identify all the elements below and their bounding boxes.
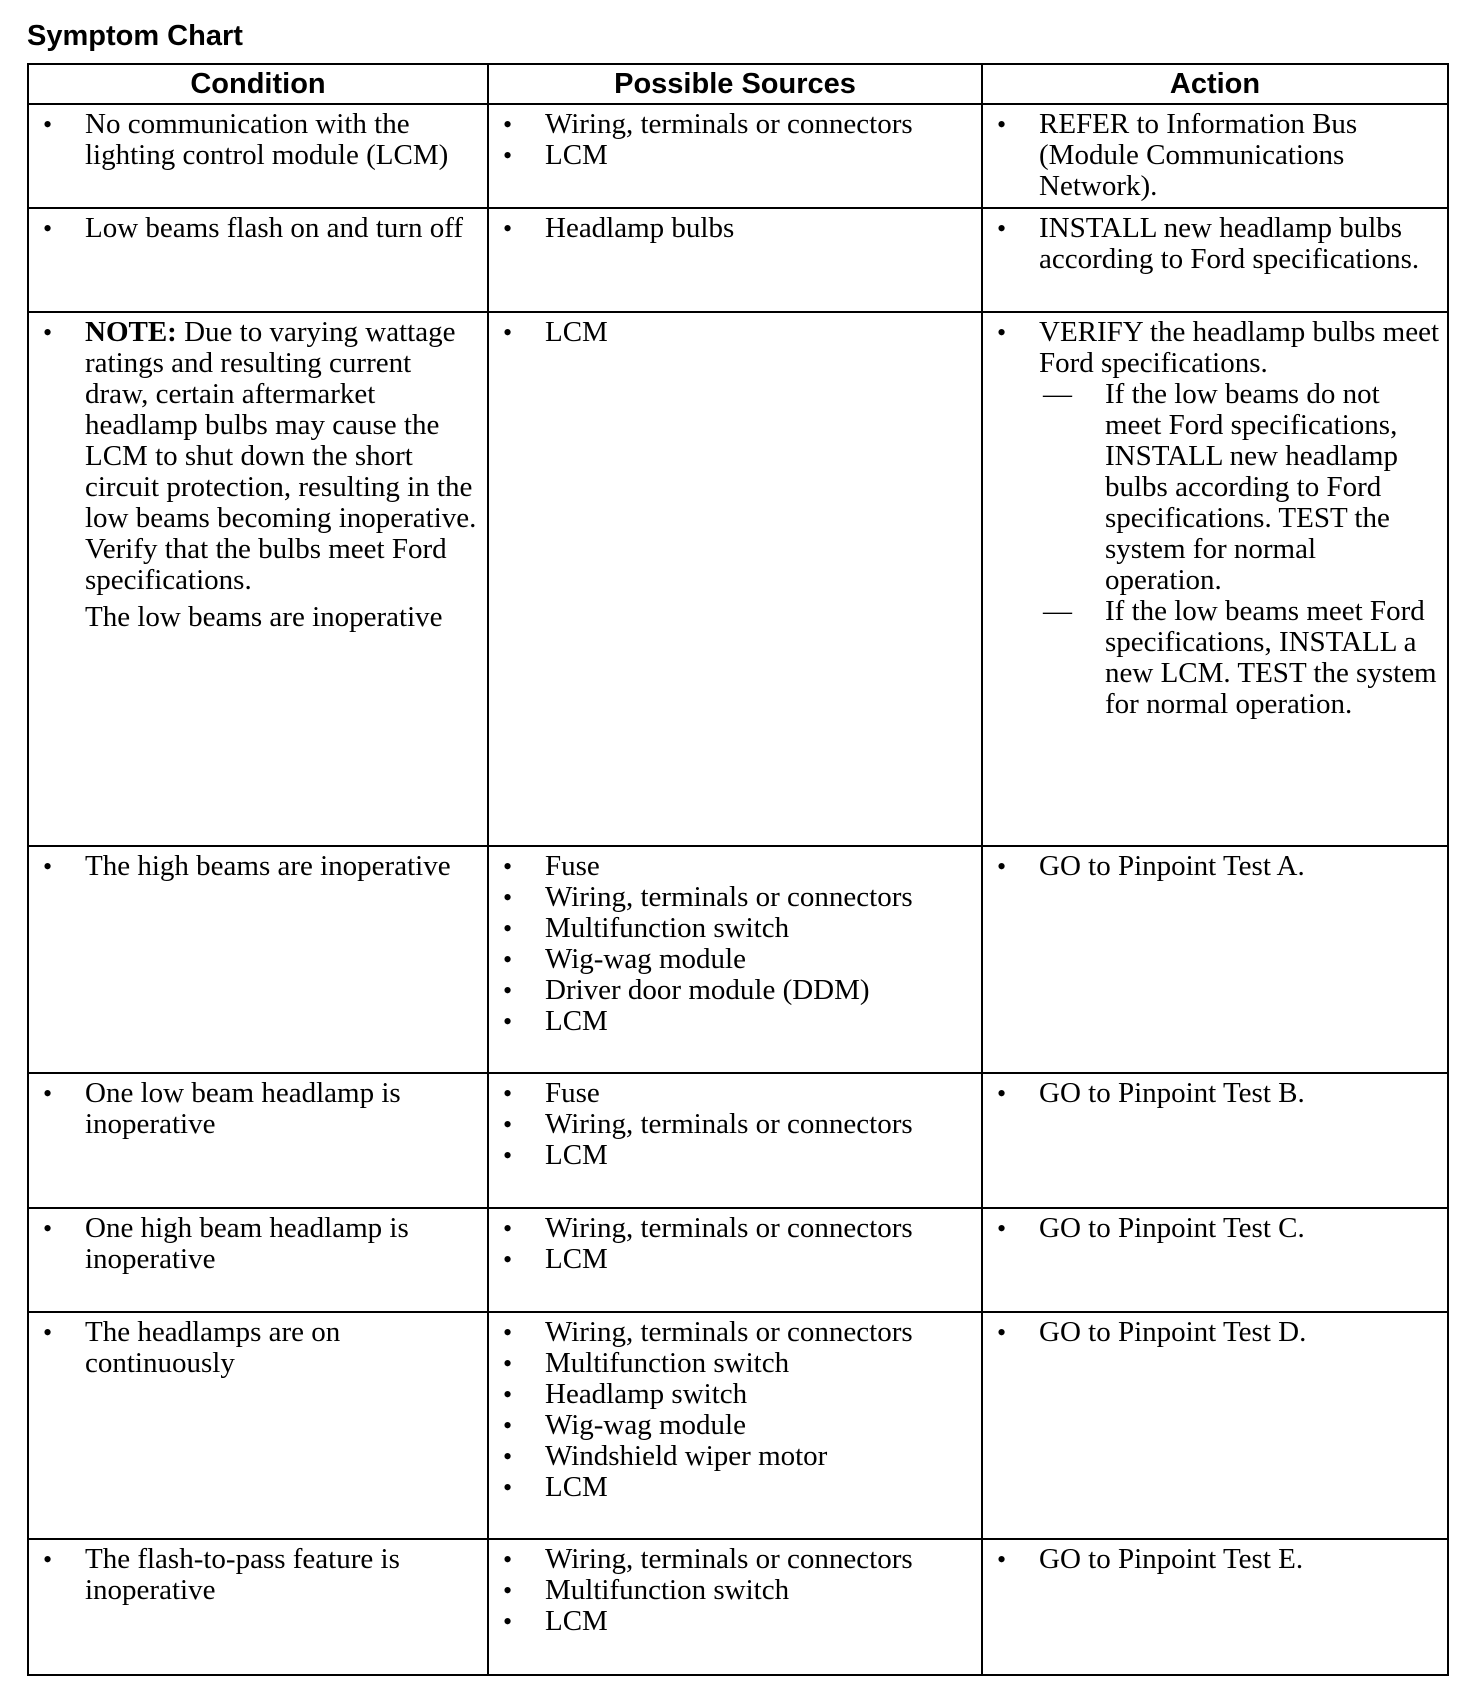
- source-item: • LCM: [501, 317, 973, 348]
- symptom-chart-table: [27, 63, 1449, 1676]
- sources-cell: [488, 846, 982, 1073]
- source-item: • Fuse: [501, 1078, 973, 1109]
- source-item: • Wiring, terminals or connectors: [501, 1213, 973, 1244]
- condition-item: • Low beams flash on and turn off: [41, 213, 479, 244]
- source-item: • Driver door module (DDM): [501, 975, 973, 1006]
- action-item: • REFER to Information Bus (Module Communications Network).: [995, 109, 1439, 202]
- sub-action-item: — If the low beams do not meet Ford specifications, INSTALL new headlamp bulbs according to Ford specifications. TEST the system for normal operation.: [1039, 379, 1439, 596]
- table-header-row: [28, 64, 1448, 104]
- condition-item: • No communication with the lighting control module (LCM): [41, 109, 479, 171]
- source-item: • LCM: [501, 1472, 973, 1503]
- action-item: [995, 317, 1439, 720]
- condition-cell: [28, 1208, 488, 1312]
- condition-cell: [28, 1312, 488, 1539]
- action-cell: [982, 208, 1448, 312]
- condition-cell: [28, 104, 488, 208]
- source-item: • Wiring, terminals or connectors: [501, 1109, 973, 1140]
- source-item: • Windshield wiper motor: [501, 1441, 973, 1472]
- source-item: • Wig-wag module: [501, 944, 973, 975]
- condition-cell: [28, 1539, 488, 1675]
- source-item: • Wiring, terminals or connectors: [501, 1544, 973, 1575]
- source-item: • Wig-wag module: [501, 1410, 973, 1441]
- condition-cell: [28, 1073, 488, 1208]
- note-label: NOTE:: [85, 316, 177, 348]
- table-row: [28, 1208, 1448, 1312]
- sources-cell: [488, 208, 982, 312]
- header-condition: Condition: [28, 64, 488, 104]
- source-item: • LCM: [501, 1244, 973, 1275]
- sources-cell: [488, 1073, 982, 1208]
- source-item: • Headlamp bulbs: [501, 213, 973, 244]
- sub-action-item: — If the low beams meet Ford specifications, INSTALL a new LCM. TEST the system for normal operation.: [1039, 596, 1439, 720]
- source-item: • Multifunction switch: [501, 1348, 973, 1379]
- source-item: • Fuse: [501, 851, 973, 882]
- source-item: • Wiring, terminals or connectors: [501, 109, 973, 140]
- header-possible-sources: Possible Sources: [488, 64, 982, 104]
- action-cell: [982, 1539, 1448, 1675]
- sources-cell: [488, 104, 982, 208]
- source-item: • LCM: [501, 1140, 973, 1171]
- action-cell: [982, 1312, 1448, 1539]
- condition-item: • The headlamps are on continuously: [41, 1317, 479, 1379]
- page-title: Symptom Chart: [27, 20, 243, 52]
- action-cell: [982, 1208, 1448, 1312]
- action-item: • INSTALL new headlamp bulbs according to Ford specifications.: [995, 213, 1439, 275]
- source-item: • Multifunction switch: [501, 913, 973, 944]
- table-row: [28, 208, 1448, 312]
- note-paragraph: [85, 317, 479, 596]
- source-item: • LCM: [501, 1006, 973, 1037]
- condition-item: • The high beams are inoperative: [41, 851, 479, 882]
- header-action: Action: [982, 64, 1448, 104]
- condition-cell: [28, 312, 488, 846]
- source-item: • Wiring, terminals or connectors: [501, 882, 973, 913]
- condition-cell: [28, 846, 488, 1073]
- table-row: [28, 104, 1448, 208]
- action-item: • GO to Pinpoint Test B.: [995, 1078, 1439, 1109]
- source-item: • Multifunction switch: [501, 1575, 973, 1606]
- action-cell: [982, 1073, 1448, 1208]
- action-text: • VERIFY the headlamp bulbs meet Ford specifications.: [1039, 316, 1440, 379]
- sources-cell: [488, 312, 982, 846]
- condition-item: • One low beam headlamp is inoperative: [41, 1078, 479, 1140]
- action-cell: [982, 104, 1448, 208]
- source-item: • Headlamp switch: [501, 1379, 973, 1410]
- table-row: [28, 1312, 1448, 1539]
- action-item: • GO to Pinpoint Test A.: [995, 851, 1439, 882]
- source-item: • LCM: [501, 140, 973, 171]
- table-row: [28, 846, 1448, 1073]
- table-row: [28, 1073, 1448, 1208]
- sources-cell: [488, 1312, 982, 1539]
- condition-cell: [28, 208, 488, 312]
- condition-text: The low beams are inoperative: [85, 601, 443, 633]
- condition-item: • The flash-to-pass feature is inoperative: [41, 1544, 479, 1606]
- action-item: • GO to Pinpoint Test E.: [995, 1544, 1439, 1575]
- action-item: • GO to Pinpoint Test D.: [995, 1317, 1439, 1348]
- condition-item: • One high beam headlamp is inoperative: [41, 1213, 479, 1275]
- table-row: [28, 1539, 1448, 1675]
- sources-cell: [488, 1539, 982, 1675]
- table-row: [28, 312, 1448, 846]
- action-item: • GO to Pinpoint Test C.: [995, 1213, 1439, 1244]
- source-item: • Wiring, terminals or connectors: [501, 1317, 973, 1348]
- source-item: • LCM: [501, 1606, 973, 1637]
- action-cell: [982, 846, 1448, 1073]
- note-text: Due to varying wattage ratings and resulting current draw, certain aftermarket headlamp bulbs may cause the LCM to shut down the short circuit protection, resulting in the low beams becoming inoperative. Verify that the bulbs meet Ford specifications.: [85, 316, 477, 596]
- action-cell: [982, 312, 1448, 846]
- condition-item: [41, 317, 479, 633]
- sources-cell: [488, 1208, 982, 1312]
